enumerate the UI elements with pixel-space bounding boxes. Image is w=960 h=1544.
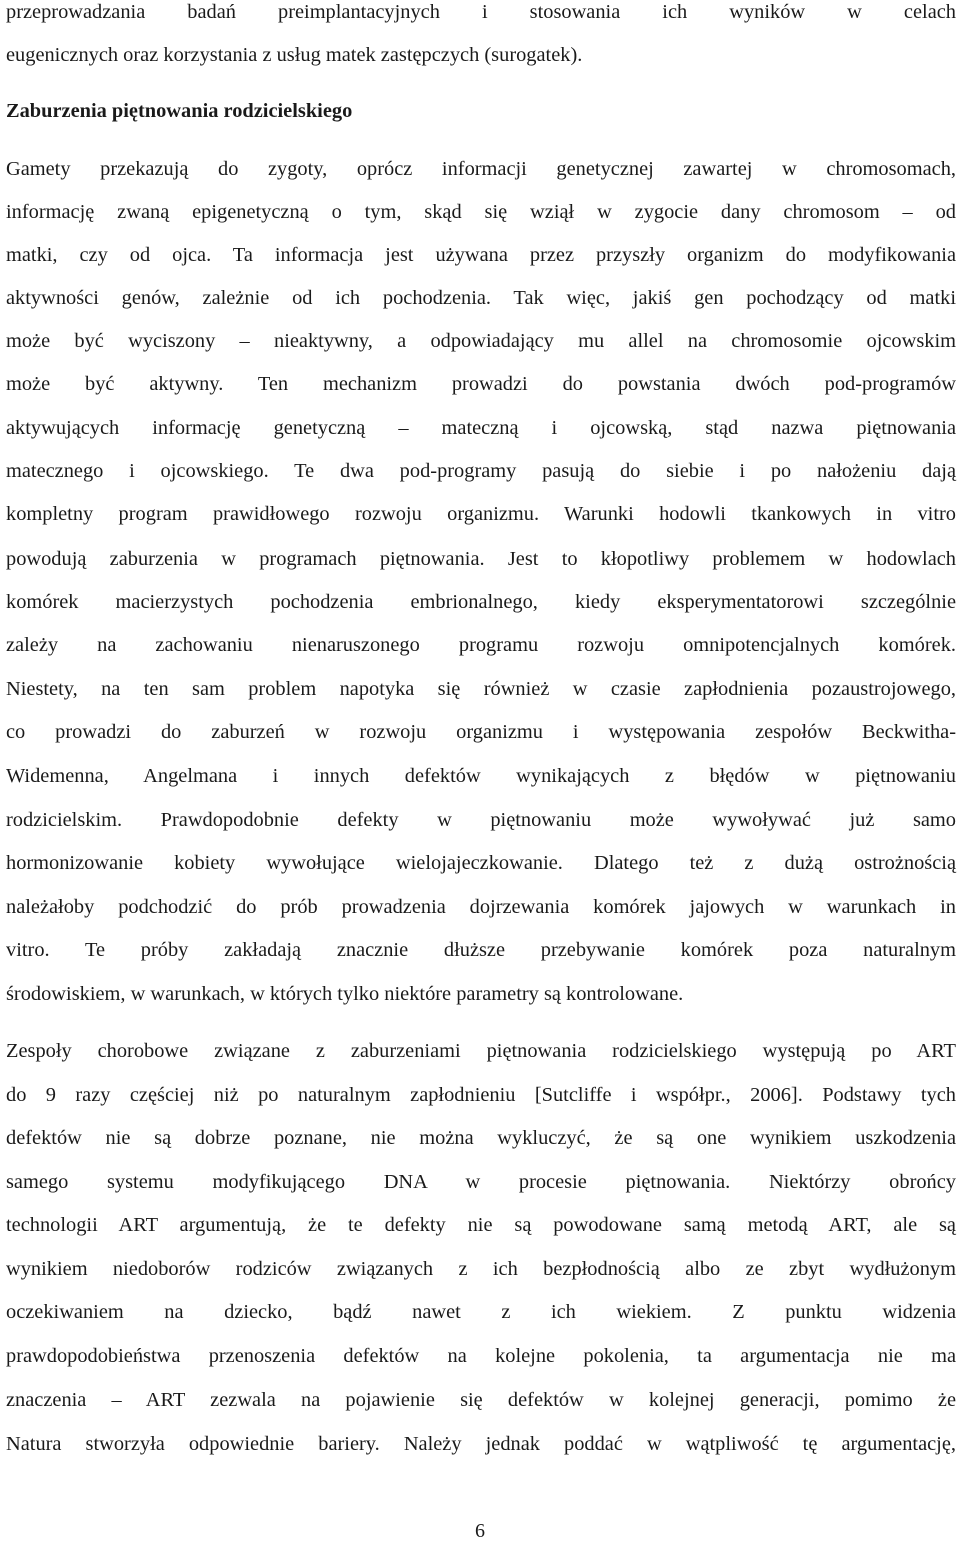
text-line: może być aktywny. Ten mechanizm prowadzi do powstania dwóch pod-programów [6,373,956,395]
text-line: należałoby podchodzić do prób prowadzenia dojrzewania komórek jajowych w warunkach in [6,896,956,918]
text-line: informację zwaną epigenetyczną o tym, skąd się wziął w zygocie dany chromosom – od [6,201,956,223]
page-number: 6 [475,1520,485,1542]
text-line: aktywujących informację genetyczną – mateczną i ojcowską, stąd nazwa piętnowania [6,417,956,439]
text-line: eugenicznych oraz korzystania z usług matek zastępczych (surogatek). [6,44,583,66]
text-line: Niestety, na ten sam problem napotyka się również w czasie zapłodnienia pozaustrojowego, [6,678,956,700]
text-line: aktywności genów, zależnie od ich pochodzenia. Tak więc, jakiś gen pochodzący od matki [6,287,956,309]
text-line: prawdopodobieństwa przenoszenia defektów na kolejne pokolenia, ta argumentacja nie ma [6,1345,956,1367]
text-line: Widemenna, Angelmana i innych defektów wynikających z błędów w piętnowaniu [6,765,956,787]
text-line: samego systemu modyfikującego DNA w procesie piętnowania. Niektórzy obrońcy [6,1171,956,1193]
text-line: powodują zaburzenia w programach piętnowania. Jest to kłopotliwy problemem w hodowlach [6,548,956,570]
text-line: co prowadzi do zaburzeń w rozwoju organizmu i występowania zespołów Beckwitha- [6,721,956,743]
section-heading: Zaburzenia piętnowania rodzicielskiego [6,100,353,122]
text-line: znaczenia – ART zezwala na pojawienie się defektów w kolejnej generacji, pomimo że [6,1389,956,1411]
text-line: może być wyciszony – nieaktywny, a odpowiadający mu allel na chromosomie ojcowskim [6,330,956,352]
text-line: wynikiem niedoborów rodziców związanych z ich bezpłodnością albo ze zbyt wydłużonym [6,1258,956,1280]
text-line: defektów nie są dobrze poznane, nie można wykluczyć, że są one wynikiem uszkodzenia [6,1127,956,1149]
text-line: hormonizowanie kobiety wywołujące wielojajeczkowanie. Dlatego też z dużą ostrożnością [6,852,956,874]
text-line: przeprowadzania badań preimplantacyjnych i stosowania ich wyników w celach [6,1,956,23]
text-line: Zespoły chorobowe związane z zaburzeniami piętnowania rodzicielskiego występują po ART [6,1040,956,1062]
text-line: oczekiwaniem na dziecko, bądź nawet z ich wiekiem. Z punktu widzenia [6,1301,956,1323]
text-line: do 9 razy częściej niż po naturalnym zapłodnieniu [Sutcliffe i współpr., 2006]. Podstawy tych [6,1084,956,1106]
text-line: zależy na zachowaniu nienaruszonego programu rozwoju omnipotencjalnych komórek. [6,634,956,656]
text-line: rodzicielskim. Prawdopodobnie defekty w piętnowaniu może wywoływać już samo [6,809,956,831]
text-line: matki, czy od ojca. Ta informacja jest używana przez przyszły organizm do modyfikowania [6,244,956,266]
text-line: technologii ART argumentują, że te defekty nie są powodowane samą metodą ART, ale są [6,1214,956,1236]
text-line: vitro. Te próby zakładają znacznie dłuższe przebywanie komórek poza naturalnym [6,939,956,961]
text-line: kompletny program prawidłowego rozwoju organizmu. Warunki hodowli tkankowych in vitro [6,503,956,525]
text-line: Natura stworzyła odpowiednie bariery. Należy jednak poddać w wątpliwość tę argumentację, [6,1433,956,1455]
text-line: matecznego i ojcowskiego. Te dwa pod-programy pasują do siebie i po nałożeniu dają [6,460,956,482]
text-line: środowiskiem, w warunkach, w których tylko niektóre parametry są kontrolowane. [6,983,684,1005]
text-line: komórek macierzystych pochodzenia embrionalnego, kiedy eksperymentatorowi szczególnie [6,591,956,613]
text-line: Gamety przekazują do zygoty, oprócz informacji genetycznej zawartej w chromosomach, [6,158,956,180]
